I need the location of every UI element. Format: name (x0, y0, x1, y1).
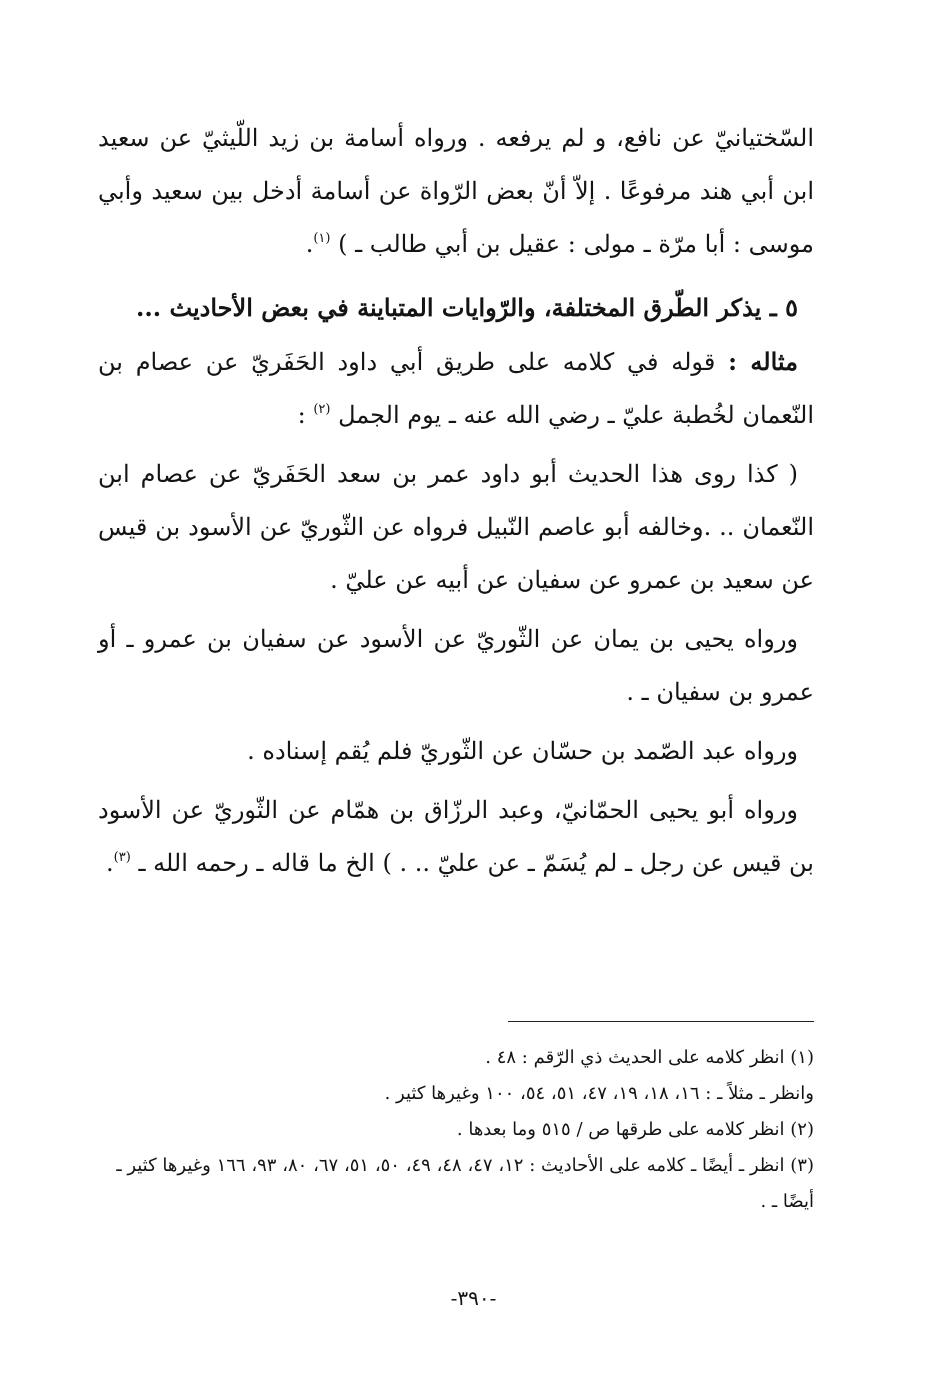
footnote-ref-1[interactable]: (١) (313, 231, 331, 246)
footnote-2: (٢) انظر كلامه على طرقها ص / ٥١٥ وما بعدها . (456, 1119, 814, 1140)
point-number: ٥ ـ يذكر الطّرق المختلفة، والرّوايات المتباينة في بعض الأحاديث ... (136, 293, 798, 322)
footnotes (98, 1040, 814, 1220)
page-number: -٣٩٠- (450, 1286, 497, 1310)
paragraph-quote-2: ورواه يحيى بن يمان عن الثّوريّ عن الأسود عن سفيان بن عمرو ـ أو عمرو بن سفيان ـ . (98, 625, 814, 706)
paragraph-1: السّختيانيّ عن نافع، و لم يرفعه . ورواه أسامة بن زيد اللّيثيّ عن سعيد ابن أبي هند مرفوعًا . إلاّ أنّ بعض الرّواة عن أسامة أدخل بين سعيد وأبي موسى : أبا مرّة ـ مولى : عقيل بن أبي طالب ـ ) $^{(١)}$. (98, 124, 814, 258)
footnote-divider (508, 1021, 814, 1022)
main-text (98, 112, 814, 890)
paragraph-point-5 (98, 281, 814, 335)
footnote-ref-3[interactable]: (٣) (113, 850, 131, 865)
footnote-3: (٣) انظر ـ أيضًا ـ كلامه على الأحاديث : ١٢، ٤٧، ٤٨، ٤٩، ٥٠، ٥١، ٦٧، ٨٠، ٩٣، ١٦٦ وغيرها كثير ـ أيضًا ـ . (116, 1155, 814, 1212)
footnote-1: (١) انظر كلامه على الحديث ذي الرّقم : ٤٨ . (485, 1047, 814, 1068)
paragraph-quote-4: ورواه أبو يحيى الحمّانيّ، وعبد الرزّاق بن همّام عن الثّوريّ عن الأسود بن قيس عن رجل ـ لم يُسَمّ ـ عن عليّ .. . ) الخ ما قاله ـ رحمه الله ـ $^{(٣)}$. (98, 796, 814, 877)
paragraph-example: مثاله : قوله في كلامه على طريق أبي داود الحَفَريّ عن عصام بن النّعمان لخُطبة عليّ ـ رضي الله عنه ـ يوم الجمل $^{(٢)}$ : (98, 347, 814, 429)
footnote-1-continued: وانظر ـ مثلاً ـ : ١٦، ١٨، ١٩، ٤٧، ٥١، ٥٤، ١٠٠ وغيرها كثير . (384, 1083, 814, 1104)
example-label: مثاله : (728, 347, 799, 376)
paragraph-quote-1: ( كذا روى هذا الحديث أبو داود عمر بن سعد الحَفَريّ عن عصام ابن النّعمان .. .وخالفه أبو عاصم النّبيل فرواه عن الثّوريّ عن الأسود بن قيس عن سعيد بن عمرو عن سفيان عن أبيه عن عليّ . (98, 460, 814, 594)
footnote-ref-2[interactable]: (٢) (313, 402, 331, 417)
paragraph-quote-3: ورواه عبد الصّمد بن حسّان عن الثّوريّ فلم يُقم إسناده . (247, 737, 798, 765)
